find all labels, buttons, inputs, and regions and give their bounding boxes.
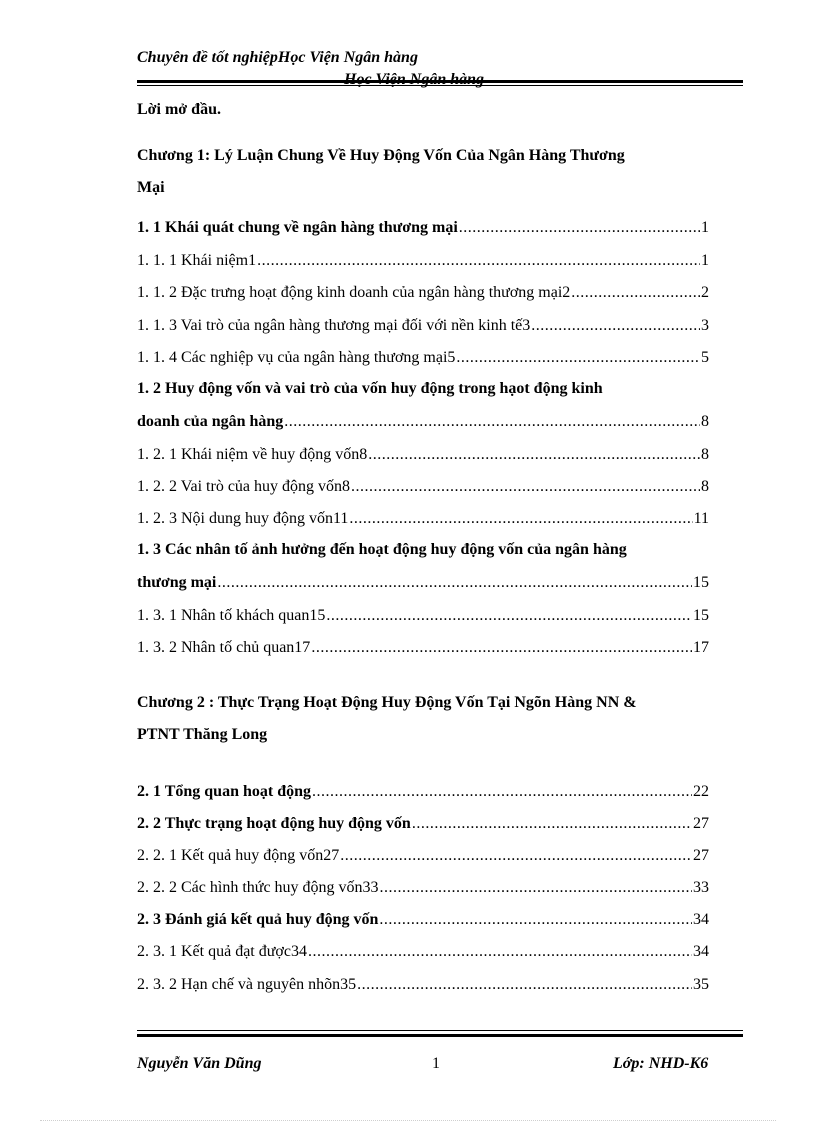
toc-entry-1-1-3[interactable] xyxy=(137,316,709,336)
toc-leader xyxy=(357,975,692,995)
toc-leader xyxy=(379,910,692,930)
toc-leader xyxy=(312,782,692,802)
toc-page-number: 17 xyxy=(693,639,709,656)
toc-leader xyxy=(217,573,692,593)
toc-page-number: 1 xyxy=(701,252,709,269)
toc-leader xyxy=(326,606,692,626)
toc-page-number: 2 xyxy=(701,284,709,301)
toc-entry-text: 1. 1. 2 Đặc trưng hoạt động kinh doanh của ngân hàng thương mại2 xyxy=(137,284,571,301)
toc-entry-text: 2. 2 Thực trạng hoạt động huy động vốn xyxy=(137,815,411,832)
toc-entry-text: doanh của ngân hàng xyxy=(137,413,284,430)
toc-page-number: 11 xyxy=(693,510,709,527)
toc-leader xyxy=(412,814,692,834)
toc-entry-1-2-1[interactable] xyxy=(137,445,709,465)
toc-entry-1-3-line1[interactable]: 1. 3 Các nhân tố ảnh hưởng đến hoạt động huy động vốn của ngân hàng xyxy=(137,541,627,558)
toc-entry-text: 1. 2. 2 Vai trò của huy động vốn8 xyxy=(137,478,351,495)
toc-page-number: 35 xyxy=(693,976,709,993)
toc-entry-text: 1. 2. 3 Nội dung huy động vốn11 xyxy=(137,510,349,527)
toc-leader xyxy=(459,218,700,238)
toc-entry-1-2[interactable] xyxy=(137,412,709,432)
toc-page-number: 27 xyxy=(693,847,709,864)
toc-leader xyxy=(311,638,692,658)
intro-heading: Lời mở đầu. xyxy=(137,101,221,118)
toc-entry-text: 1. 3. 2 Nhân tố chủ quan17 xyxy=(137,639,311,656)
toc-leader xyxy=(257,251,700,271)
toc-entry-text: 2. 3. 1 Kết quả đạt được34 xyxy=(137,943,307,960)
toc-entry-1-1-1[interactable] xyxy=(137,251,709,271)
toc-entry-text: 1. 1 Khái quát chung về ngân hàng thương mại xyxy=(137,219,458,236)
toc-leader xyxy=(351,477,700,497)
toc-leader xyxy=(571,283,700,303)
toc-entry-1-3-1[interactable] xyxy=(137,606,709,626)
toc-entry-text: 2. 2. 2 Các hình thức huy động vốn33 xyxy=(137,879,379,896)
toc-page-number: 8 xyxy=(701,446,709,463)
toc-entry-1-3-2[interactable] xyxy=(137,638,709,658)
header-rule-thick xyxy=(137,80,743,83)
toc-entry-text: 2. 3. 2 Hạn chế và nguyên nhõn35 xyxy=(137,976,357,993)
toc-leader xyxy=(284,412,700,432)
toc-page-number: 8 xyxy=(701,478,709,495)
toc-entry-1-2-2[interactable] xyxy=(137,477,709,497)
chapter-1-title-line1: Chương 1: Lý Luận Chung Về Huy Động Vốn Của Ngân Hàng Thương xyxy=(137,147,625,164)
header-rule-thin xyxy=(137,85,743,86)
toc-page-number: 15 xyxy=(693,574,709,591)
toc-page-number: 34 xyxy=(693,943,709,960)
toc-entry-text: 1. 1. 1 Khái niệm1 xyxy=(137,252,257,269)
toc-page-number: 27 xyxy=(693,815,709,832)
chapter-1-title xyxy=(137,140,737,204)
footer-rule-thin xyxy=(137,1030,743,1031)
toc-page-number: 34 xyxy=(693,911,709,928)
toc-entry-1-1[interactable] xyxy=(137,218,709,238)
toc-entry-text: 1. 3. 1 Nhân tố khách quan15 xyxy=(137,607,326,624)
toc-entry-1-2-3[interactable] xyxy=(137,509,709,529)
footer-author: Nguyễn Văn Dũng xyxy=(137,1055,262,1072)
toc-leader xyxy=(349,509,692,529)
toc-page-number: 33 xyxy=(693,879,709,896)
chapter-2-title-line2: PTNT Thăng Long xyxy=(137,726,268,743)
footer-class: Lớp: NHD-K6 xyxy=(613,1055,709,1072)
toc-entry-2-3-1[interactable] xyxy=(137,942,709,962)
toc-leader xyxy=(340,846,692,866)
header-title: Chuyên đề tốt nghiệpHọc Viện Ngân hàng xyxy=(137,49,418,66)
footer-page-number: 1 xyxy=(432,1055,440,1072)
toc-leader xyxy=(456,348,700,368)
toc-entry-text: 2. 3 Đánh giá kết quả huy động vốn xyxy=(137,911,379,928)
toc-entry-text: 2. 1 Tổng quan hoạt động xyxy=(137,783,311,800)
chapter-1-title-line2: Mại xyxy=(137,179,165,196)
toc-leader xyxy=(531,316,700,336)
toc-entry-2-2-2[interactable] xyxy=(137,878,709,898)
page-edge-divider xyxy=(40,1120,776,1121)
toc-page-number: 5 xyxy=(701,349,709,366)
toc-leader xyxy=(368,445,700,465)
toc-entry-text: 1. 2. 1 Khái niệm về huy động vốn8 xyxy=(137,446,368,463)
chapter-2-title xyxy=(137,687,737,751)
toc-page-number: 8 xyxy=(701,413,709,430)
toc-entry-1-2-line1[interactable]: 1. 2 Huy động vốn và vai trò của vốn huy động trong hạot động kinh xyxy=(137,380,603,397)
toc-page-number: 22 xyxy=(693,783,709,800)
toc-entry-2-3-2[interactable] xyxy=(137,975,709,995)
toc-entry-1-1-4[interactable] xyxy=(137,348,709,368)
toc-leader xyxy=(380,878,692,898)
toc-entry-2-2[interactable] xyxy=(137,814,709,834)
toc-entry-text: thương mại xyxy=(137,574,217,591)
toc-page-number: 3 xyxy=(701,317,709,334)
chapter-2-title-line1: Chương 2 : Thực Trạng Hoạt Động Huy Động Vốn Tại Ngõn Hàng NN & xyxy=(137,694,637,711)
toc-entry-2-3[interactable] xyxy=(137,910,709,930)
toc-entry-2-1[interactable] xyxy=(137,782,709,802)
toc-entry-text: 1. 1. 3 Vai trò của ngân hàng thương mại đối với nền kinh tế3 xyxy=(137,317,531,334)
toc-leader xyxy=(308,942,692,962)
toc-entry-text: 2. 2. 1 Kết quả huy động vốn27 xyxy=(137,847,340,864)
toc-entry-text: 1. 1. 4 Các nghiệp vụ của ngân hàng thương mại5 xyxy=(137,349,456,366)
footer-rule-thick xyxy=(137,1034,743,1037)
toc-entry-1-1-2[interactable] xyxy=(137,283,709,303)
toc-page-number: 1 xyxy=(701,219,709,236)
toc-entry-1-3[interactable] xyxy=(137,573,709,593)
toc-entry-2-2-1[interactable] xyxy=(137,846,709,866)
toc-page-number: 15 xyxy=(693,607,709,624)
